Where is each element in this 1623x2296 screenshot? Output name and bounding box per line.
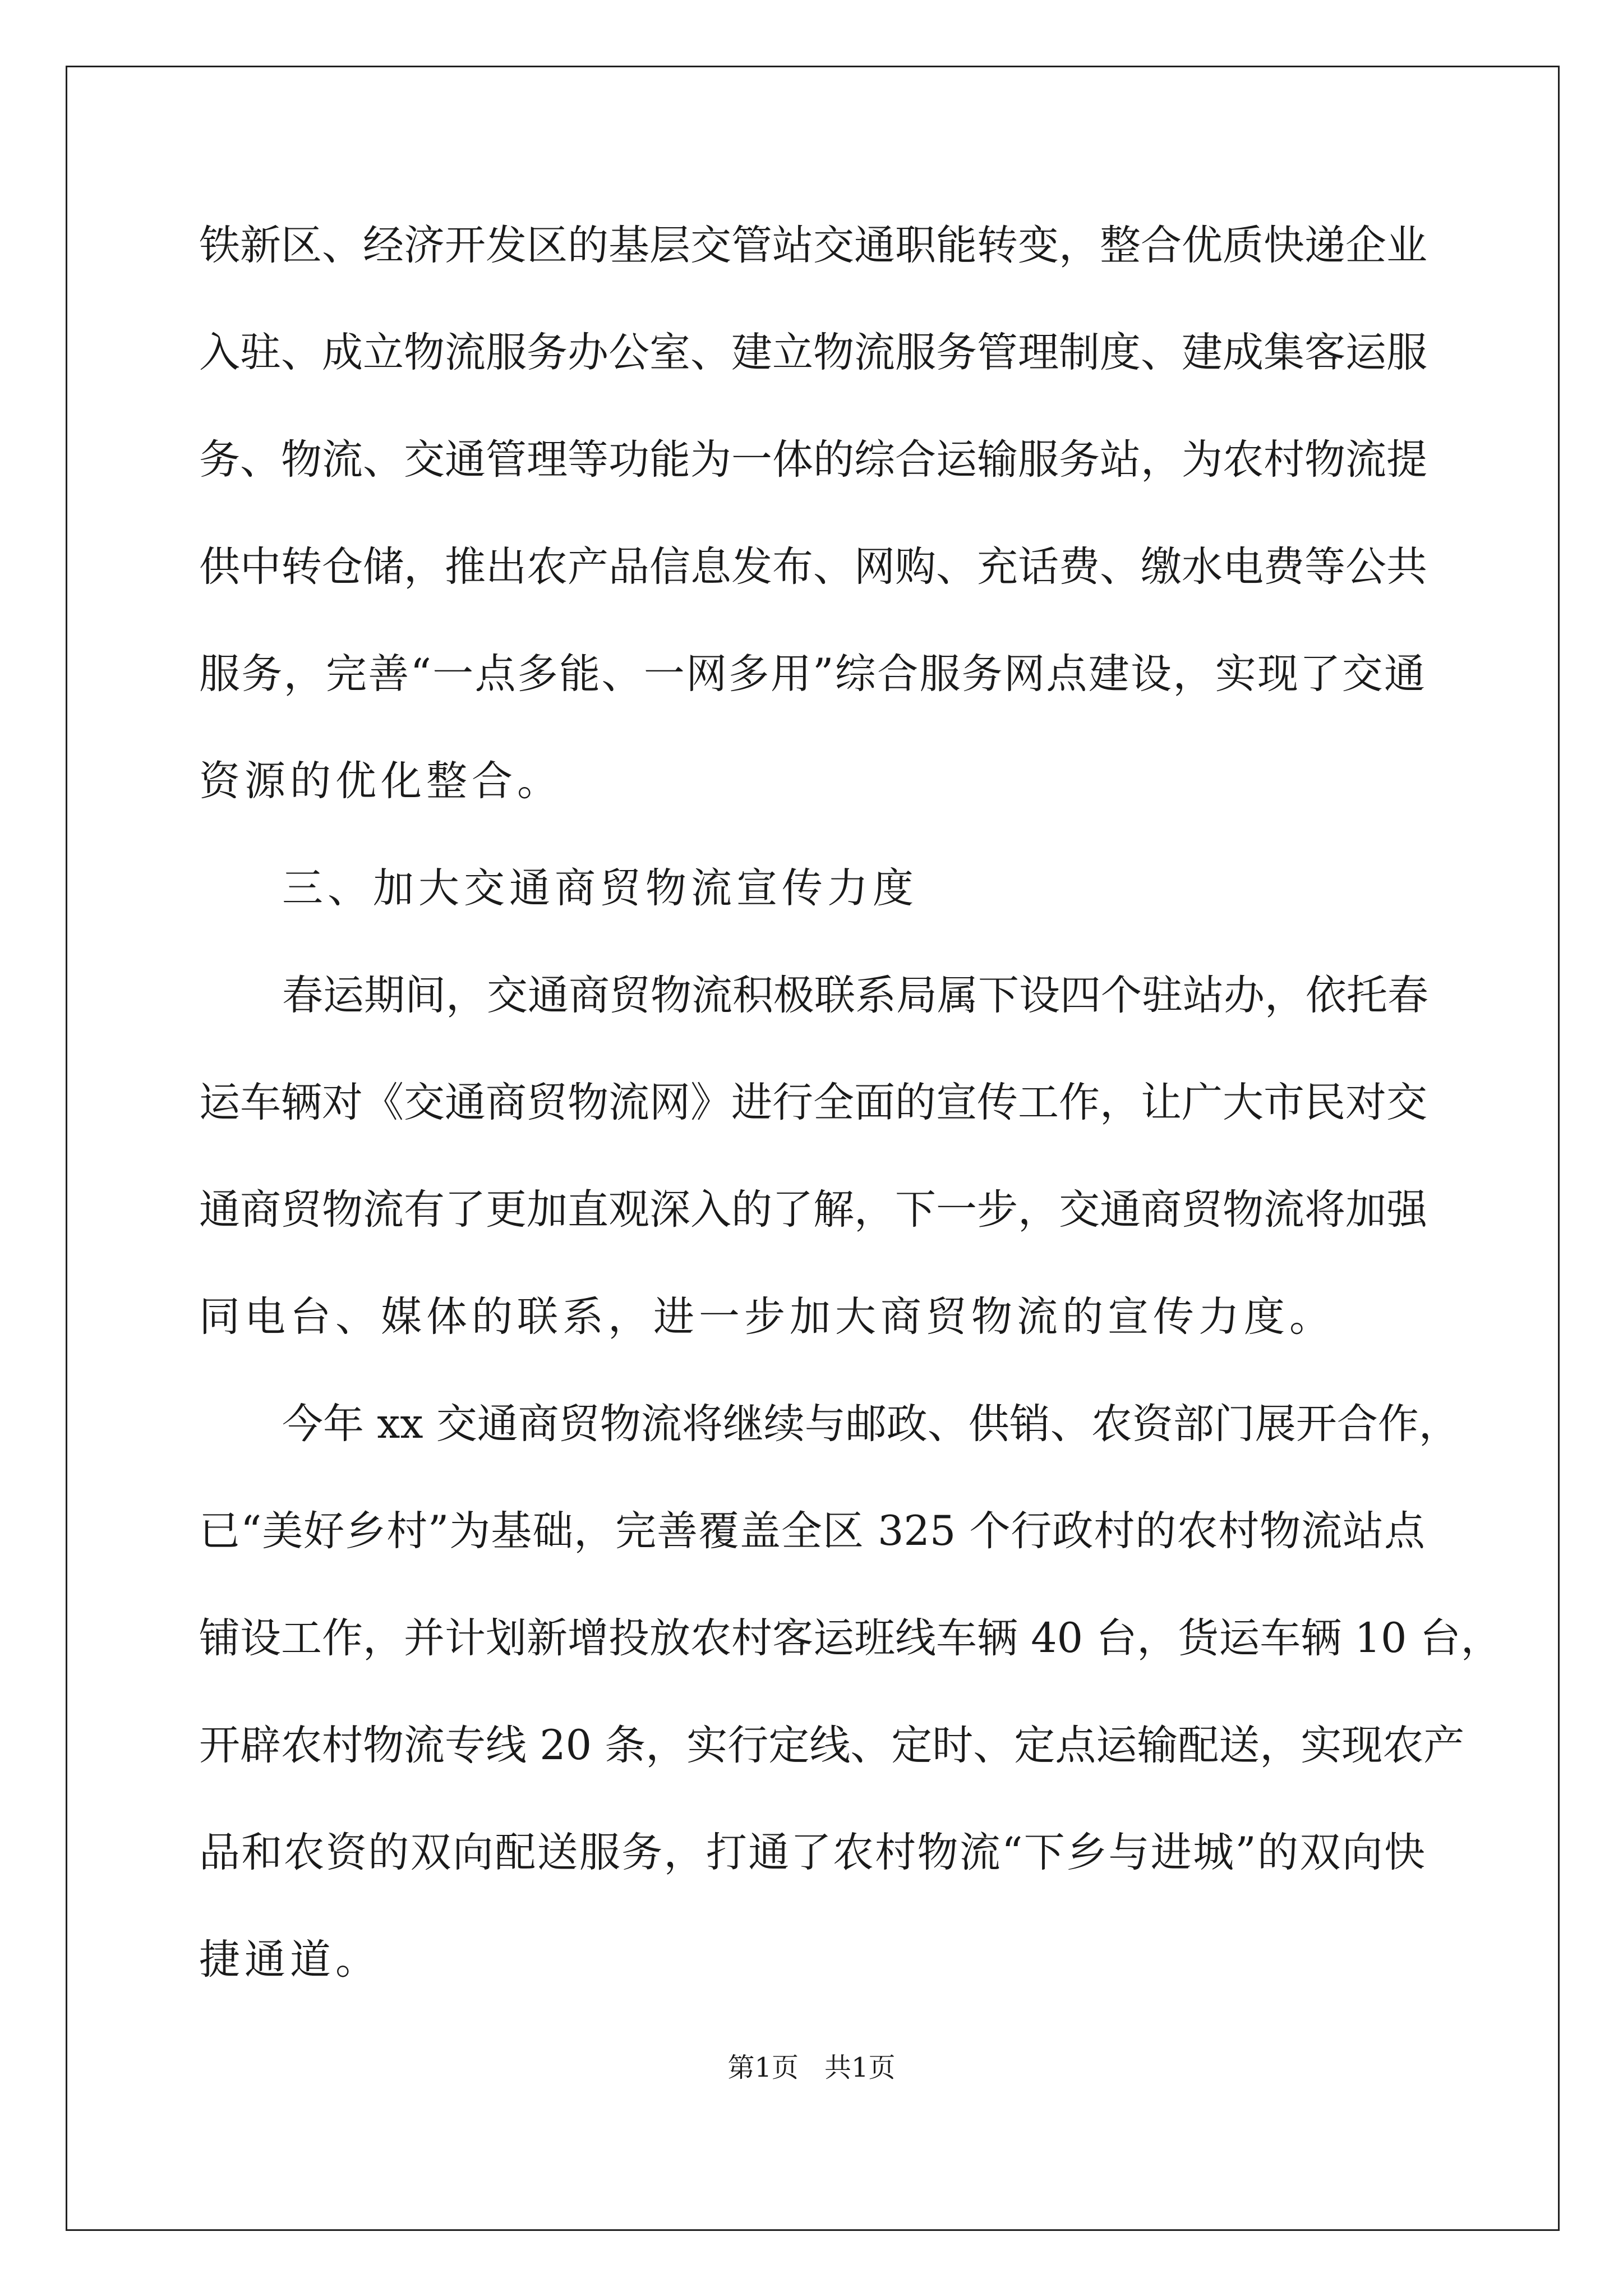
text-line: 春运期间，交通商贸物流积极联系局属下设四个驻站办，依托春: [282, 972, 1428, 1019]
section-heading: 三、加大交通商贸物流宣传力度: [282, 864, 918, 912]
text-line: 品和农资的双向配送服务，打通了农村物流“下乡与进城”的双向快: [199, 1829, 1425, 1876]
text-line: 资源的优化整合。: [199, 757, 562, 805]
text-line: 铁新区、经济开发区的基层交管站交通职能转变，整合优质快递企业: [199, 222, 1427, 269]
document-body: [199, 219, 1502, 2040]
text-line: 运车辆对《交通商贸物流网》进行全面的宣传工作，让广大市民对交: [199, 1079, 1427, 1126]
text-line: 服务，完善“一点多能、一网多用”综合服务网点建设，实现了交通: [199, 650, 1425, 698]
text-line: 今年 xx 交通商贸物流将继续与邮政、供销、农资部门展开合作，: [282, 1400, 1460, 1448]
text-line: 捷通道。: [199, 1936, 381, 1984]
text-line: 铺设工作，并计划新增投放农村客运班线车辆 40 台，货运车辆 10 台，: [199, 1614, 1502, 1662]
text-line: 同电台、媒体的联系，进一步加大商贸物流的宣传力度。: [199, 1293, 1335, 1341]
text-line: 通商贸物流有了更加直观深入的了解，下一步，交通商贸物流将加强: [199, 1186, 1427, 1234]
text-line: 开辟农村物流专线 20 条，实行定线、定时、定点运输配送，实现农产: [199, 1722, 1465, 1769]
text-line: 供中转仓储，推出农产品信息发布、网购、充话费、缴水电费等公共: [199, 543, 1427, 591]
text-line: 入驻、成立物流服务办公室、建立物流服务管理制度、建成集客运服: [199, 329, 1427, 376]
text-line: 已“美好乡村”为基础，完善覆盖全区 325 个行政村的农村物流站点: [199, 1507, 1425, 1555]
page-number: 第1页: [727, 2052, 799, 2083]
text-line: 务、物流、交通管理等功能为一体的综合运输服务站，为农村物流提: [199, 436, 1427, 484]
page-total: 共1页: [824, 2052, 896, 2083]
page-footer: [0, 2051, 1623, 2085]
